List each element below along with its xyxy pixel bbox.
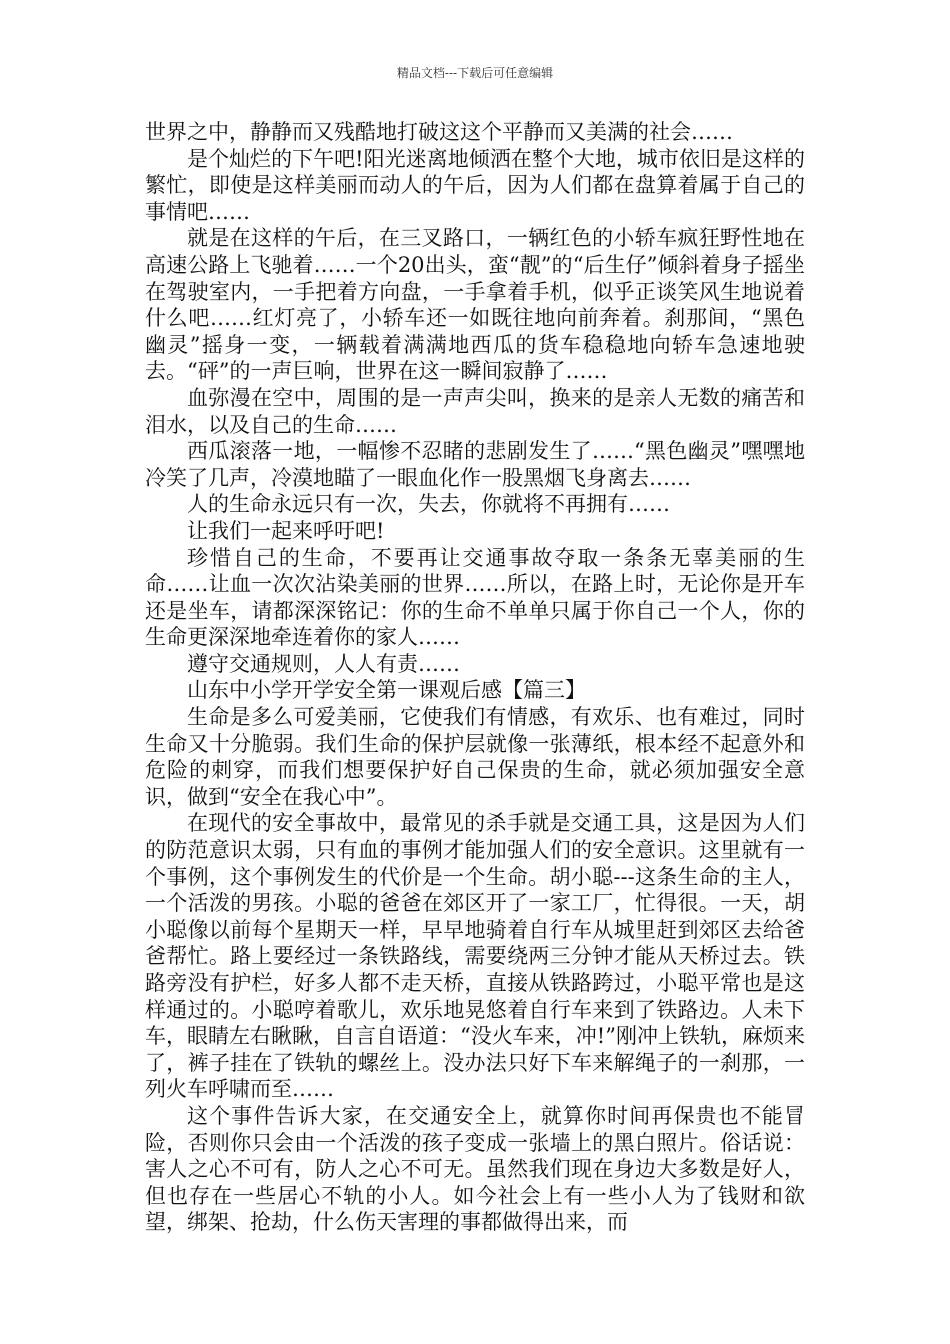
paragraph: 是个灿烂的下午吧!阳光迷离地倾洒在整个大地，城市依旧是这样的繁忙，即使是这样美丽而动人的午后，因为人们都在盘算着属于自己的事情吧…… xyxy=(145,146,805,224)
paragraph: 生命是多么可爱美丽，它使我们有情感，有欢乐、也有难过，同时生命又十分脆弱。我们生命的保护层就像一张薄纸，根本经不起意外和危险的刺穿，而我们想要保护好自己保贵的生命，就必须加强安全意识，做到“安全在我心中”。 xyxy=(145,705,805,809)
paragraph: 人的生命永远只有一次，失去，你就将不再拥有…… xyxy=(187,492,670,517)
paragraph: 血弥漫在空中，周围的是一声声尖叫，换来的是亲人无数的痛苦和泪水，以及自己的生命…… xyxy=(145,385,805,437)
paragraph: 遵守交通规则，人人有责…… xyxy=(187,651,460,676)
paragraph: 珍惜自己的生命，不要再让交通事故夺取一条条无辜美丽的生命……让血一次次沾染美丽的世界……所以，在路上时，无论你是开车还是坐车，请都深深铭记：你的生命不单单只属于你自己一个人，你的生命更深深地牵连着你的家人…… xyxy=(145,545,805,650)
document-body xyxy=(145,119,805,1236)
paragraph: 西瓜滚落一地，一幅惨不忍睹的悲剧发生了……“黑色幽灵”嘿嘿地冷笑了几声，冷漠地瞄了一眼血化作一股黑烟飞身离去…… xyxy=(145,439,805,490)
paragraph: 让我们一起来呼吁吧! xyxy=(187,518,385,543)
paragraph: 这个事件告诉大家，在交通安全上，就算你时间再保贵也不能冒险，否则你只会由一个活泼的孩子变成一张墙上的黑白照片。俗话说：害人之心不可有，防人之心不可无。虽然我们现在身边大多数是好人，但也存在一些居心不轨的小人。如今社会上有一些小人为了钱财和欲望，绑架、抢劫，什么伤天害理的事都做得出来，而 xyxy=(145,1103,805,1235)
page-header: 精品文档---下载后可任意编辑 xyxy=(396,66,554,80)
paragraph: 世界之中，静静而又残酷地打破这这个平静而又美满的社会…… xyxy=(145,120,733,144)
paragraph: 在现代的安全事故中，最常见的杀手就是交通工具，这是因为人们的防范意识太弱，只有血的事例才能加强人们的安全意识。这里就有一个事例，这个事例发生的代价是一个生命。胡小聪---这条生命的主人，一个活泼的男孩。小聪的爸爸在郊区开了一家工厂，忙得很。一天，胡小聪像以前每个星期天一样，早早地骑着自行车从城里赶到郊区去给爸爸帮忙。路上要经过一条铁路线，需要绕两三分钟才能从天桥过去。铁路旁没有护栏，好多人都不走天桥，直接从铁路跨过，小聪平常也是这样通过的。小聪哼着歌儿，欢乐地晃悠着自行车来到了铁路边。人未下车，眼睛左右瞅瞅，自言自语道：“没火车来，冲!”刚冲上铁轨，麻烦来了，裤子挂在了铁轨的螺丝上。没办法只好下车来解绳子的一刹那，一列火车呼啸而至…… xyxy=(145,811,805,1102)
section-heading: 山东中小学开学安全第一课观后感【篇三】 xyxy=(187,678,586,703)
paragraph: 就是在这样的午后，在三叉路口，一辆红色的小轿车疯狂野性地在高速公路上飞驰着……一个20出头，蛮“靓”的“后生仔”倾斜着身子摇坐在驾驶室内，一手把着方向盘，一手拿着手机，似乎正谈笑风生地说着什么吧……红灯亮了，小轿车还一如既往地向前奔着。刹那间，“黑色幽灵”摇身一变，一辆载着满满地西瓜的货车稳稳地向轿车急速地驶去。“砰”的一声巨响，世界在这一瞬间寂静了…… xyxy=(145,226,805,384)
